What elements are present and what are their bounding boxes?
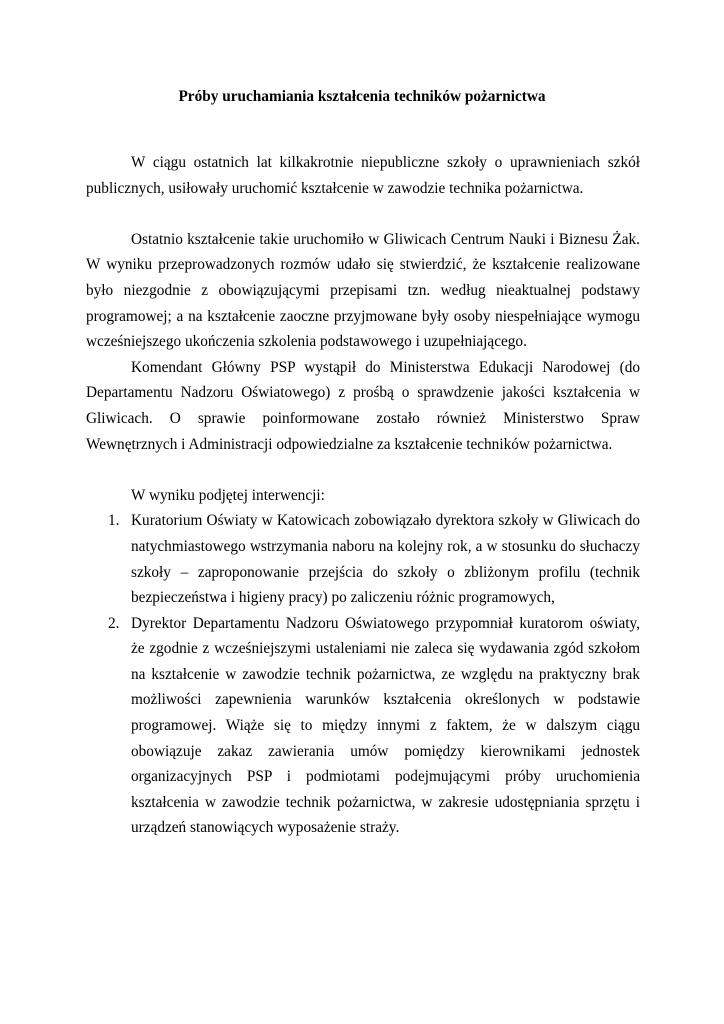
list-item-number: 1. [108,512,120,530]
document-body [86,150,640,841]
numbered-list [86,508,640,841]
list-item-number: 2. [108,614,120,632]
list-item [86,508,640,610]
paragraph-2: Ostatnio kształcenie takie uruchomiło w Gliwicach Centrum Nauki i Biznesu Żak. W wyniku przeprowadzonych rozmów udało się stwierdzić, że kształcenie realizowane było niezgodnie z obowiązującymi przepisami tzn. według nieaktualnej podstawy programowej; a na kształcenie zaoczne przyjmowane były osoby niespełniające wymogu wcześniejszego ukończenia szkolenia podstawowego i uzupełniającego. [86,230,640,351]
paragraph-gap [86,457,640,483]
paragraph-3: Komendant Główny PSP wystąpił do Ministerstwa Edukacji Narodowej (do Departamentu Nadzoru Oświatowego) z prośbą o sprawdzenie jakości kształcenia w Gliwicach. O sprawie poinformowane zostało również Ministerstwo Spraw Wewnętrznych i Administracji odpowiedzialne za kształcenie techników pożarnictwa. [86,358,640,453]
paragraph-1: W ciągu ostatnich lat kilkakrotnie niepubliczne szkoły o uprawnieniach szkół publicznych, usiłowały uruchomić kształcenie w zawodzie technika pożarnictwa. [86,154,640,197]
paragraph-gap [86,201,640,227]
paragraph-4: W wyniku podjętej interwencji: [131,486,325,504]
list-item-text: Kuratorium Oświaty w Katowicach zobowiązało dyrektora szkoły w Gliwicach do natychmiastowego wstrzymania naboru na kolejny rok, a w stosunku do słuchaczy szkoły – zaproponowanie przejścia do szkoły o zbliżonym profilu (technik bezpieczeństwa i higieny pracy) po zaliczeniu różnic programowych, [131,512,640,607]
list-item [86,611,640,841]
document-title: Próby uruchamiania kształcenia techników pożarnictwa [178,88,546,105]
list-item-text: Dyrektor Departamentu Nadzoru Oświatowego przypomniał kuratorom oświaty, że zgodnie z wcześniejszymi ustaleniami nie zaleca się wydawania zgód szkołom na kształcenie w zawodzie technik pożarnictwa, ze względu na praktyczny brak możliwości zapewnienia warunków kształcenia określonych w podstawie programowej. Wiąże się to między innymi z faktem, że w dalszym ciągu obowiązuje zakaz zawierania umów pomiędzy kierownikami jednostek organizacyjnych PSP i podmiotami podejmującymi próby uruchomienia kształcenia w zawodzie technik pożarnictwa, w zakresie udostępniania sprzętu i urządzeń stanowiących wyposażenie straży. [131,614,640,837]
